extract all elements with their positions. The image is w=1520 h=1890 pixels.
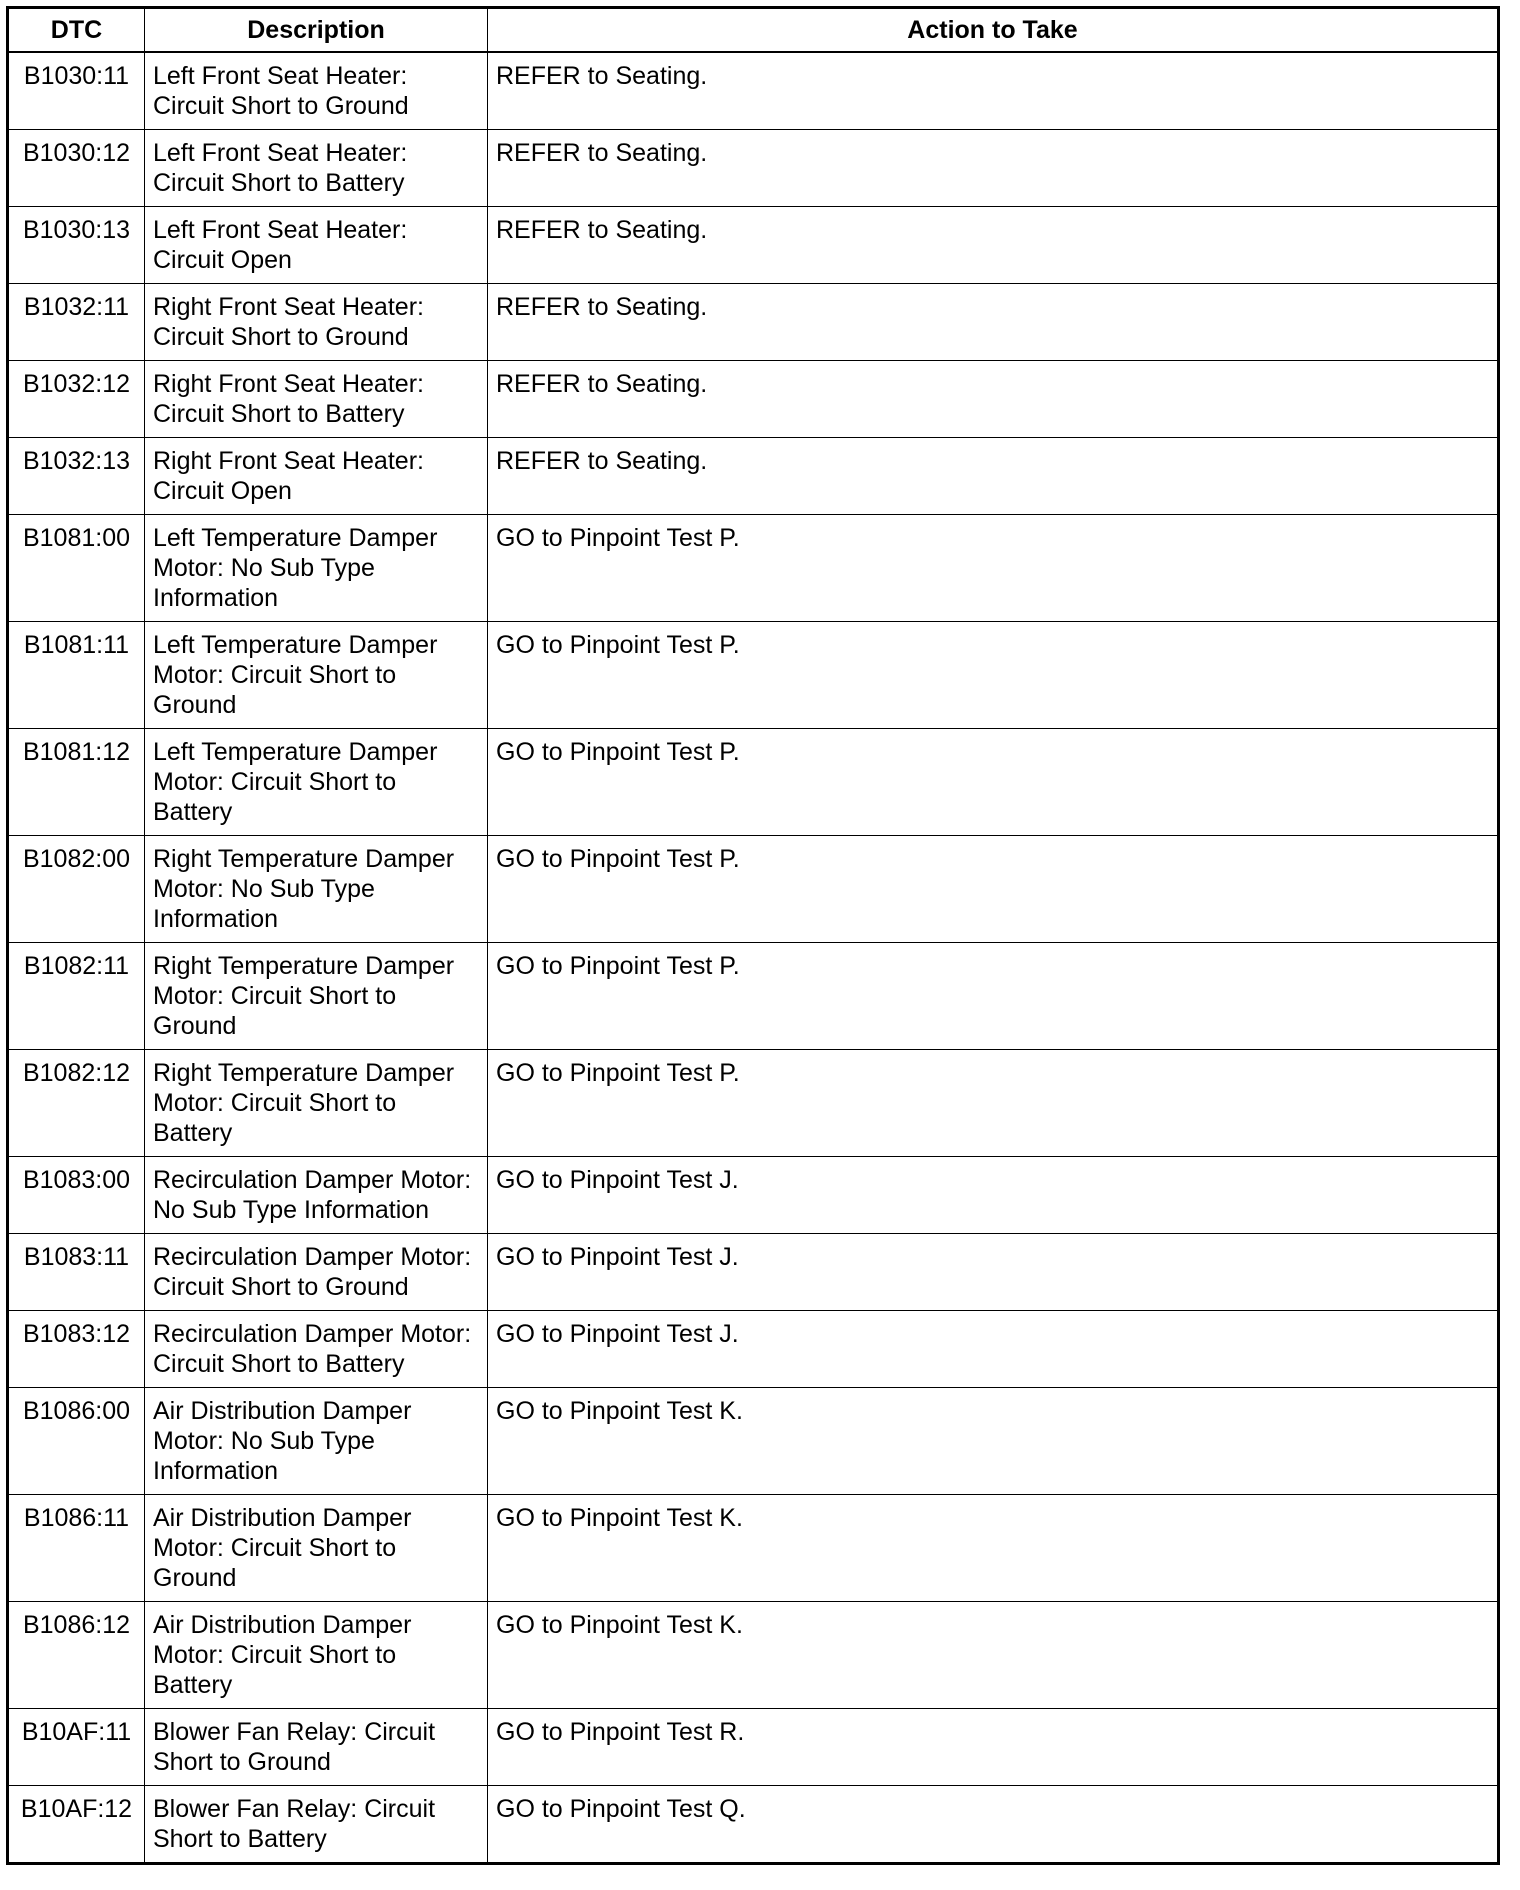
dtc-code: B1030:13 — [8, 207, 145, 284]
dtc-code: B1083:00 — [8, 1157, 145, 1234]
table-header — [8, 8, 1499, 53]
dtc-code: B1030:11 — [8, 52, 145, 130]
table-row — [8, 1602, 1499, 1709]
description-line-1: Right Front Seat Heater: — [153, 370, 424, 398]
description-line-2: Short to Battery — [153, 1825, 327, 1853]
description-line-3: Ground — [153, 1012, 237, 1040]
table-row — [8, 1388, 1499, 1495]
dtc-description — [145, 207, 488, 284]
header-row — [8, 8, 1499, 53]
description-line-1: Left Front Seat Heater: — [153, 62, 408, 90]
dtc-code: B1082:00 — [8, 836, 145, 943]
dtc-code: B1086:00 — [8, 1388, 145, 1495]
dtc-description — [145, 836, 488, 943]
dtc-code: B10AF:11 — [8, 1709, 145, 1786]
table-row — [8, 130, 1499, 207]
description-line-3: Battery — [153, 798, 233, 826]
dtc-code: B1086:12 — [8, 1602, 145, 1709]
dtc-description — [145, 1786, 488, 1864]
description-line-1: Air Distribution Damper — [153, 1504, 412, 1532]
dtc-code: B1081:12 — [8, 729, 145, 836]
table-body — [8, 52, 1499, 1864]
dtc-description — [145, 130, 488, 207]
action-to-take: REFER to Seating. — [488, 52, 1499, 130]
action-to-take: REFER to Seating. — [488, 361, 1499, 438]
header-dtc: DTC — [8, 8, 145, 53]
description-line-1: Right Temperature Damper — [153, 952, 455, 980]
description-line-2: Motor: Circuit Short to — [153, 768, 397, 796]
action-to-take: GO to Pinpoint Test R. — [488, 1709, 1499, 1786]
dtc-description — [145, 361, 488, 438]
action-to-take: GO to Pinpoint Test J. — [488, 1234, 1499, 1311]
description-line-1: Air Distribution Damper — [153, 1397, 412, 1425]
description-line-1: Right Front Seat Heater: — [153, 293, 424, 321]
description-line-2: Circuit Short to Ground — [153, 323, 409, 351]
description-line-1: Left Front Seat Heater: — [153, 139, 408, 167]
action-to-take: GO to Pinpoint Test Q. — [488, 1786, 1499, 1864]
table-row — [8, 438, 1499, 515]
dtc-code: B1032:11 — [8, 284, 145, 361]
description-line-2: Circuit Short to Ground — [153, 92, 409, 120]
description-line-2: Motor: Circuit Short to — [153, 1641, 397, 1669]
table-row — [8, 1157, 1499, 1234]
description-line-2: Motor: Circuit Short to — [153, 1534, 397, 1562]
description-line-1: Recirculation Damper Motor: — [153, 1320, 472, 1348]
description-line-1: Left Front Seat Heater: — [153, 216, 408, 244]
table-row — [8, 515, 1499, 622]
dtc-description — [145, 1388, 488, 1495]
description-line-2: Motor: Circuit Short to — [153, 982, 397, 1010]
dtc-description — [145, 515, 488, 622]
dtc-code: B1081:00 — [8, 515, 145, 622]
description-line-1: Left Temperature Damper — [153, 524, 438, 552]
dtc-code: B1083:11 — [8, 1234, 145, 1311]
header-description: Description — [145, 8, 488, 53]
description-line-3: Information — [153, 584, 279, 612]
description-line-2: Motor: Circuit Short to — [153, 1089, 397, 1117]
action-to-take: GO to Pinpoint Test P. — [488, 1050, 1499, 1157]
description-line-1: Left Temperature Damper — [153, 738, 438, 766]
table-row — [8, 361, 1499, 438]
dtc-code: B1081:11 — [8, 622, 145, 729]
table-row — [8, 1050, 1499, 1157]
description-line-1: Blower Fan Relay: Circuit — [153, 1718, 436, 1746]
table-row — [8, 52, 1499, 130]
description-line-2: Circuit Short to Ground — [153, 1273, 409, 1301]
description-line-3: Information — [153, 905, 279, 933]
dtc-code: B1083:12 — [8, 1311, 145, 1388]
description-line-1: Right Front Seat Heater: — [153, 447, 424, 475]
action-to-take: REFER to Seating. — [488, 438, 1499, 515]
action-to-take: GO to Pinpoint Test J. — [488, 1157, 1499, 1234]
description-line-1: Right Temperature Damper — [153, 1059, 455, 1087]
dtc-description — [145, 1602, 488, 1709]
dtc-description — [145, 1050, 488, 1157]
action-to-take: GO to Pinpoint Test P. — [488, 515, 1499, 622]
action-to-take: GO to Pinpoint Test P. — [488, 836, 1499, 943]
dtc-description — [145, 1311, 488, 1388]
dtc-code: B10AF:12 — [8, 1786, 145, 1864]
description-line-2: Short to Ground — [153, 1748, 331, 1776]
action-to-take: GO to Pinpoint Test P. — [488, 729, 1499, 836]
action-to-take: GO to Pinpoint Test K. — [488, 1602, 1499, 1709]
dtc-description — [145, 729, 488, 836]
table-row — [8, 284, 1499, 361]
action-to-take: REFER to Seating. — [488, 207, 1499, 284]
header-action: Action to Take — [488, 8, 1499, 53]
description-line-2: Motor: Circuit Short to — [153, 661, 397, 689]
table-row — [8, 943, 1499, 1050]
table-row — [8, 207, 1499, 284]
dtc-description — [145, 1157, 488, 1234]
description-line-3: Battery — [153, 1119, 233, 1147]
action-to-take: GO to Pinpoint Test K. — [488, 1388, 1499, 1495]
description-line-1: Right Temperature Damper — [153, 845, 455, 873]
action-to-take: REFER to Seating. — [488, 130, 1499, 207]
action-to-take: GO to Pinpoint Test K. — [488, 1495, 1499, 1602]
action-to-take: GO to Pinpoint Test P. — [488, 943, 1499, 1050]
description-line-1: Blower Fan Relay: Circuit — [153, 1795, 436, 1823]
description-line-2: Circuit Short to Battery — [153, 1350, 405, 1378]
action-to-take: GO to Pinpoint Test J. — [488, 1311, 1499, 1388]
dtc-description — [145, 52, 488, 130]
description-line-3: Battery — [153, 1671, 233, 1699]
table-row — [8, 1786, 1499, 1864]
dtc-description — [145, 943, 488, 1050]
dtc-code: B1030:12 — [8, 130, 145, 207]
dtc-description — [145, 284, 488, 361]
dtc-code: B1032:12 — [8, 361, 145, 438]
description-line-2: Circuit Short to Battery — [153, 400, 405, 428]
description-line-3: Ground — [153, 1564, 237, 1592]
description-line-1: Left Temperature Damper — [153, 631, 438, 659]
action-to-take: REFER to Seating. — [488, 284, 1499, 361]
table-row — [8, 729, 1499, 836]
dtc-description — [145, 1709, 488, 1786]
dtc-code: B1032:13 — [8, 438, 145, 515]
description-line-2: Motor: No Sub Type — [153, 1427, 375, 1455]
description-line-2: Circuit Open — [153, 246, 292, 274]
description-line-1: Recirculation Damper Motor: — [153, 1166, 472, 1194]
description-line-3: Ground — [153, 691, 237, 719]
dtc-code: B1082:12 — [8, 1050, 145, 1157]
table-row — [8, 1709, 1499, 1786]
description-line-1: Recirculation Damper Motor: — [153, 1243, 472, 1271]
dtc-description — [145, 1495, 488, 1602]
dtc-description — [145, 438, 488, 515]
dtc-description — [145, 622, 488, 729]
dtc-table — [6, 6, 1500, 1865]
description-line-2: Motor: No Sub Type — [153, 554, 375, 582]
description-line-2: No Sub Type Information — [153, 1196, 430, 1224]
table-row — [8, 622, 1499, 729]
table-row — [8, 1234, 1499, 1311]
dtc-description — [145, 1234, 488, 1311]
action-to-take: GO to Pinpoint Test P. — [488, 622, 1499, 729]
description-line-2: Circuit Short to Battery — [153, 169, 405, 197]
table-row — [8, 836, 1499, 943]
dtc-code: B1082:11 — [8, 943, 145, 1050]
description-line-3: Information — [153, 1457, 279, 1485]
dtc-code: B1086:11 — [8, 1495, 145, 1602]
description-line-1: Air Distribution Damper — [153, 1611, 412, 1639]
table-row — [8, 1495, 1499, 1602]
description-line-2: Motor: No Sub Type — [153, 875, 375, 903]
description-line-2: Circuit Open — [153, 477, 292, 505]
table-row — [8, 1311, 1499, 1388]
